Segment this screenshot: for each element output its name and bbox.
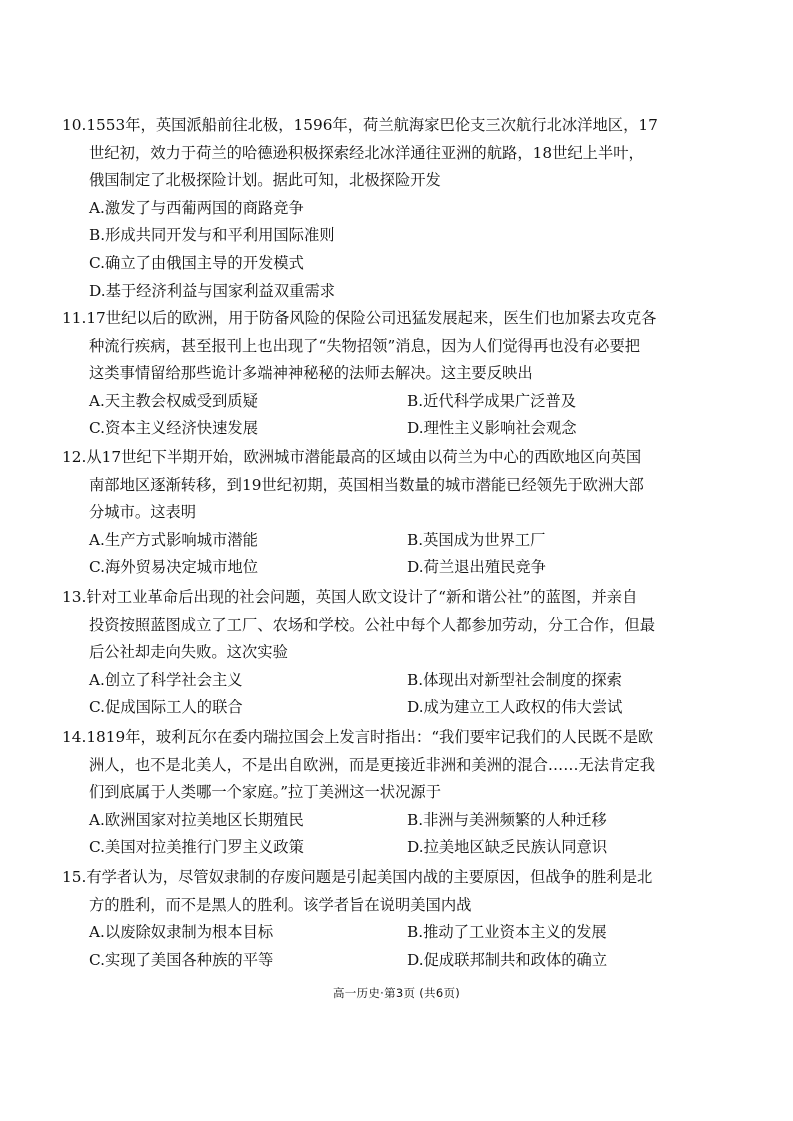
option-b: B.体现出对新型社会制度的探索 bbox=[407, 670, 622, 689]
option-a: A.生产方式影响城市潜能 bbox=[89, 530, 258, 549]
question-stem-line: 11.17世纪以后的欧洲，用于防备风险的保险公司迅猛发展起来，医生们也加紧去攻克各 bbox=[62, 309, 657, 327]
options-list bbox=[62, 195, 752, 305]
question-stem-line: 15.有学者认为，尽管奴隶制的存废问题是引起美国内战的主要原因，但战争的胜利是北 bbox=[62, 868, 653, 886]
option-a: A.天主教会权威受到质疑 bbox=[89, 391, 258, 410]
option-c: C.海外贸易决定城市地位 bbox=[89, 558, 258, 577]
question-15 bbox=[62, 864, 752, 974]
option-b: B.形成共同开发与和平利用国际准则 bbox=[89, 226, 335, 245]
option-d: D.促成联邦制共和政体的确立 bbox=[407, 950, 608, 969]
option-a: A.创立了科学社会主义 bbox=[89, 670, 243, 689]
question-12 bbox=[62, 444, 752, 582]
question-stem-line: 12.从17世纪下半期开始，欧洲城市潜能最高的区域由以荷兰为中心的西欧地区向英国 bbox=[62, 448, 642, 466]
question-stem-line: 分城市。这表明 bbox=[89, 503, 197, 522]
question-stem-line: 这类事情留给那些诡计多端神神秘秘的法师去解决。这主要反映出 bbox=[89, 364, 533, 383]
option-d: D.基于经济利益与国家利益双重需求 bbox=[89, 281, 336, 300]
page-footer: 高一历史·第3页 (共6页) bbox=[332, 986, 461, 1000]
option-c: C.美国对拉美推行门罗主义政策 bbox=[89, 838, 304, 857]
question-stem-line: 13.针对工业革命后出现的社会问题，英国人欧文设计了“新和谐公社”的蓝图，并亲自 bbox=[62, 588, 638, 606]
option-c: C.资本主义经济快速发展 bbox=[89, 419, 258, 438]
question-stem-line: 世纪初，效力于荷兰的哈德逊积极探索经北冰洋通往亚洲的航路，18世纪上半叶， bbox=[89, 143, 644, 162]
option-b: B.非洲与美洲频繁的人种迁移 bbox=[407, 810, 607, 829]
option-d: D.荷兰退出殖民竞争 bbox=[407, 558, 546, 577]
question-11 bbox=[62, 305, 752, 443]
question-14 bbox=[62, 724, 752, 862]
question-stem-line: 后公社却走向失败。这次实验 bbox=[89, 643, 288, 662]
question-10 bbox=[62, 112, 752, 305]
question-stem-line: 10.1553年，英国派船前往北极，1596年，荷兰航海家巴伦支三次航行北冰洋地区，17 bbox=[62, 116, 658, 134]
option-a: A.激发了与西葡两国的商路竞争 bbox=[89, 198, 304, 217]
question-stem-line: 投资按照蓝图成立了工厂、农场和学校。公社中每个人都参加劳动，分工合作，但最 bbox=[89, 615, 655, 634]
option-b: B.推动了工业资本主义的发展 bbox=[407, 923, 607, 942]
options-list bbox=[62, 388, 752, 443]
option-d: D.成为建立工人政权的伟大尝试 bbox=[407, 698, 623, 717]
option-c: C.实现了美国各种族的平等 bbox=[89, 950, 274, 969]
question-stem-line: 们到底属于人类哪一个家庭。”拉丁美洲这一状况源于 bbox=[89, 783, 441, 802]
question-stem-line: 方的胜利，而不是黑人的胜利。该学者旨在说明美国内战 bbox=[89, 895, 472, 914]
question-stem-line: 南部地区逐渐转移，到19世纪初期，英国相当数量的城市潜能已经领先于欧洲大部 bbox=[89, 475, 644, 494]
option-a: A.以废除奴隶制为根本目标 bbox=[89, 923, 274, 942]
question-stem-line: 14.1819年，玻利瓦尔在委内瑞拉国会上发言时指出：“我们要牢记我们的人民既不是欧 bbox=[62, 728, 654, 746]
options-list bbox=[62, 667, 752, 722]
option-d: D.拉美地区缺乏民族认同意识 bbox=[407, 838, 608, 857]
option-b: B.英国成为世界工厂 bbox=[407, 530, 546, 549]
option-c: C.确立了由俄国主导的开发模式 bbox=[89, 253, 304, 272]
question-13 bbox=[62, 584, 752, 722]
question-stem-line: 种流行疾病，甚至报刊上也出现了“失物招领”消息，因为人们觉得再也没有必要把 bbox=[89, 336, 641, 355]
question-stem-line: 洲人，也不是北美人，不是出自欧洲，而是更接近非洲和美洲的混合……无法肯定我 bbox=[89, 755, 655, 774]
question-stem-line: 俄国制定了北极探险计划。据此可知，北极探险开发 bbox=[89, 171, 441, 190]
options-list bbox=[62, 807, 752, 862]
option-d: D.理性主义影响社会观念 bbox=[407, 419, 577, 438]
option-c: C.促成国际工人的联合 bbox=[89, 698, 243, 717]
option-a: A.欧洲国家对拉美地区长期殖民 bbox=[89, 810, 304, 829]
options-list bbox=[62, 527, 752, 582]
options-list bbox=[62, 919, 752, 974]
option-b: B.近代科学成果广泛普及 bbox=[407, 391, 577, 410]
